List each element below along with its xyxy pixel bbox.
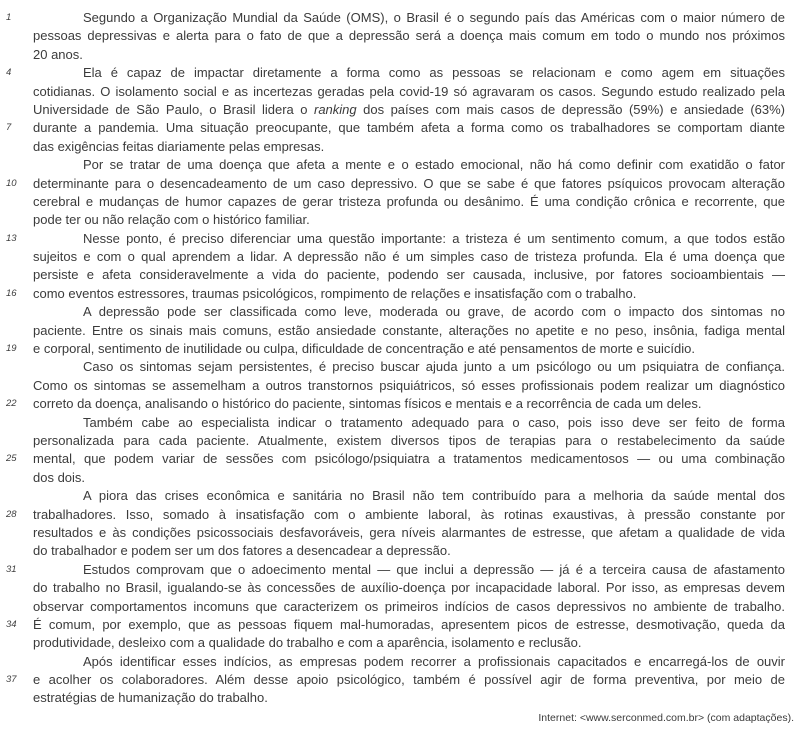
line-text: resultados e às condições psicossociais desfavoráveis, gera níveis alarmantes de estresse, que afetam a qualidade de vida [33,524,785,540]
line-text: personalizada para cada paciente. Atualmente, existem diversos tipos de terapias para o restabelecimento da saúde [33,432,785,448]
line-text: do trabalho no Brasil, igualando-se às concessões de auxílio-doença por incapacidade laboral. Por isso, as empresas devem [33,580,785,596]
line-text: determinante para o desencadeamento de um caso depressivo. O que se sabe é que fatores psíquicos provocam alteração [33,175,785,191]
line-text: cerebral e mudanças de humor capazes de gerar tristeza profunda ou desânimo. É uma condição crônica e recorrente, que [33,193,785,209]
text-line [6,450,785,468]
text-line [33,83,785,101]
line-text: Por se tratar de uma doença que afeta a mente e o estado emocional, não há como definir com exatidão o fator [83,157,785,173]
line-text: mental, que podem variar de sessões com psicólogo/psiquiatra a tratamentos medicamentosos — ou uma combinação [33,451,785,467]
line-number: 22 [6,398,17,410]
line-text: das exigências feitas diariamente pelas empresas. [33,138,325,154]
text-line [33,193,785,211]
line-text: estratégias de humanização do trabalho. [33,690,268,706]
line-number: 19 [6,343,17,355]
line-text: Estudos comprovam que o adoecimento mental — que inclui a depressão — já é a terceira causa de afastamento [83,561,785,577]
line-number: 10 [6,177,17,189]
text-line [33,542,785,560]
line-number: 7 [6,122,12,134]
text-line [33,414,785,432]
line-text: e corporal, sentimento de inutilidade ou culpa, dificuldade de concentração e até pensamentos de morte e suicídio. [33,341,695,357]
line-text: durante a pandemia. Uma situação preocupante, que também afeta a forma como os trabalhadores se comportam diante [33,120,785,136]
text-line [33,138,785,156]
text-line [33,469,785,487]
line-text: paciente. Entre os sinais mais comuns, estão ansiedade constante, alterações no apetite e no peso, insônia, fadiga mental [33,322,785,338]
line-text: Ela é capaz de impactar diretamente a forma como as pessoas se relacionam e como agem em situações [83,65,785,81]
text-line [6,340,785,358]
line-text: do trabalhador e podem ser um dos fatores a desencadear a depressão. [33,543,451,559]
text-line [33,598,785,616]
text-line [33,653,785,671]
line-number: 37 [6,674,17,686]
text-line [33,487,785,505]
text-line [33,432,785,450]
text-line [6,9,785,27]
line-text: sujeitos e com o qual aprendem a lidar. A depressão não é um simples caso de tristeza profunda. Ela é uma doença que [33,249,785,265]
line-number: 4 [6,67,12,79]
text-line [33,377,785,395]
line-text: Nesse ponto, é preciso diferenciar uma questão importante: a tristeza é um sentimento comum, a que todos estão [83,230,785,246]
source-credit: Internet: <www.serconmed.com.br> (com adaptações). [538,712,794,724]
line-text: pessoas depressivas e alerta para o fato de que a depressão será a doença mais comum em todo o mundo nos próximos [33,28,785,44]
text-line [33,579,785,597]
line-text: 20 anos. [33,46,83,62]
text-line [33,634,785,652]
text-line [6,175,785,193]
text-line [33,524,785,542]
line-text: correto da doença, analisando o histórico do paciente, sintomas físicos e mentais e a recorrência de cada um deles. [33,396,702,412]
line-text: produtividade, desleixo com a qualidade do trabalho e com a aparência, isolamento e reclusão. [33,635,582,651]
line-text: Segundo a Organização Mundial da Saúde (OMS), o Brasil é o segundo país das Américas com o maior número de [83,10,785,25]
line-text: Como os sintomas se assemelham a outros transtornos psiquiátricos, só esses profissionais podem realizar um diagnóstico [33,377,785,393]
line-text: cotidianas. O isolamento social e as incertezas geradas pela covid-19 só agravaram os casos. Segundo estudo realizado pela [33,83,785,99]
line-text: A depressão pode ser classificada como leve, moderada ou grave, de acordo com o impacto dos sintomas no [83,304,785,320]
line-number: 34 [6,618,17,630]
line-text: como eventos estressores, traumas psicológicos, rompimento de relações e insatisfação com o trabalho. [33,285,637,301]
text-line [6,671,785,689]
text-line [6,561,785,579]
text-block [6,9,785,708]
text-line [33,358,785,376]
line-number: 25 [6,453,17,465]
line-text: Também cabe ao especialista indicar o tratamento adequado para o caso, pois isso deve ser feito de forma [83,414,785,430]
text-line [6,285,785,303]
line-text: e acolher os colaboradores. Além desse apoio psicológico, também é possível agir de forma preventiva, por meio de [33,672,785,688]
text-line [33,27,785,45]
text-line [6,64,785,82]
line-text: Universidade de São Paulo, o Brasil lidera o ranking dos países com mais casos de depressão (59%) e ansiedade (63%) [33,101,785,117]
text-line [33,689,785,707]
line-text: trabalhadores. Isso, somado à insatisfação com o ambiente laboral, às rotinas exaustivas, à pressão constante por [33,506,785,522]
line-text: pode ter ou não relação com o histórico familiar. [33,212,310,228]
text-line [6,616,785,634]
line-text: Caso os sintomas sejam persistentes, é preciso buscar ajuda junto a um psicólogo ou um psiquiatra de confiança. [83,359,785,375]
line-text: Após identificar esses indícios, as empresas podem recorrer a profissionais capacitados e encarregá-los de ouvir [83,653,785,669]
text-line [6,395,785,413]
line-number: 1 [6,12,12,23]
text-line [33,46,785,64]
text-line [6,506,785,524]
text-line [6,119,785,137]
line-text: A piora das crises econômica e sanitária no Brasil não tem contribuído para a melhoria da saúde mental dos [83,488,785,504]
line-number: 16 [6,287,17,299]
text-line [33,248,785,266]
line-text: É comum, por exemplo, que as pessoas fiquem mal-humoradas, apresentem picos de estresse, desmotivação, queda da [33,616,785,632]
text-line [33,303,785,321]
text-line [6,230,785,248]
line-number: 31 [6,563,17,575]
line-text: dos dois. [33,469,86,485]
line-text: persiste e afeta consideravelmente a vida do paciente, podendo ser causada, inclusive, por fatores socioambientais — [33,267,785,283]
text-line [33,156,785,174]
line-number: 13 [6,232,17,244]
line-text: observar comportamentos incomuns que caracterizem os primeiros indícios de casos depressivos no ambiente de trabalho. [33,598,785,614]
text-line [33,266,785,284]
text-line [33,322,785,340]
text-line [33,211,785,229]
line-number: 28 [6,508,17,520]
text-line [33,101,785,119]
